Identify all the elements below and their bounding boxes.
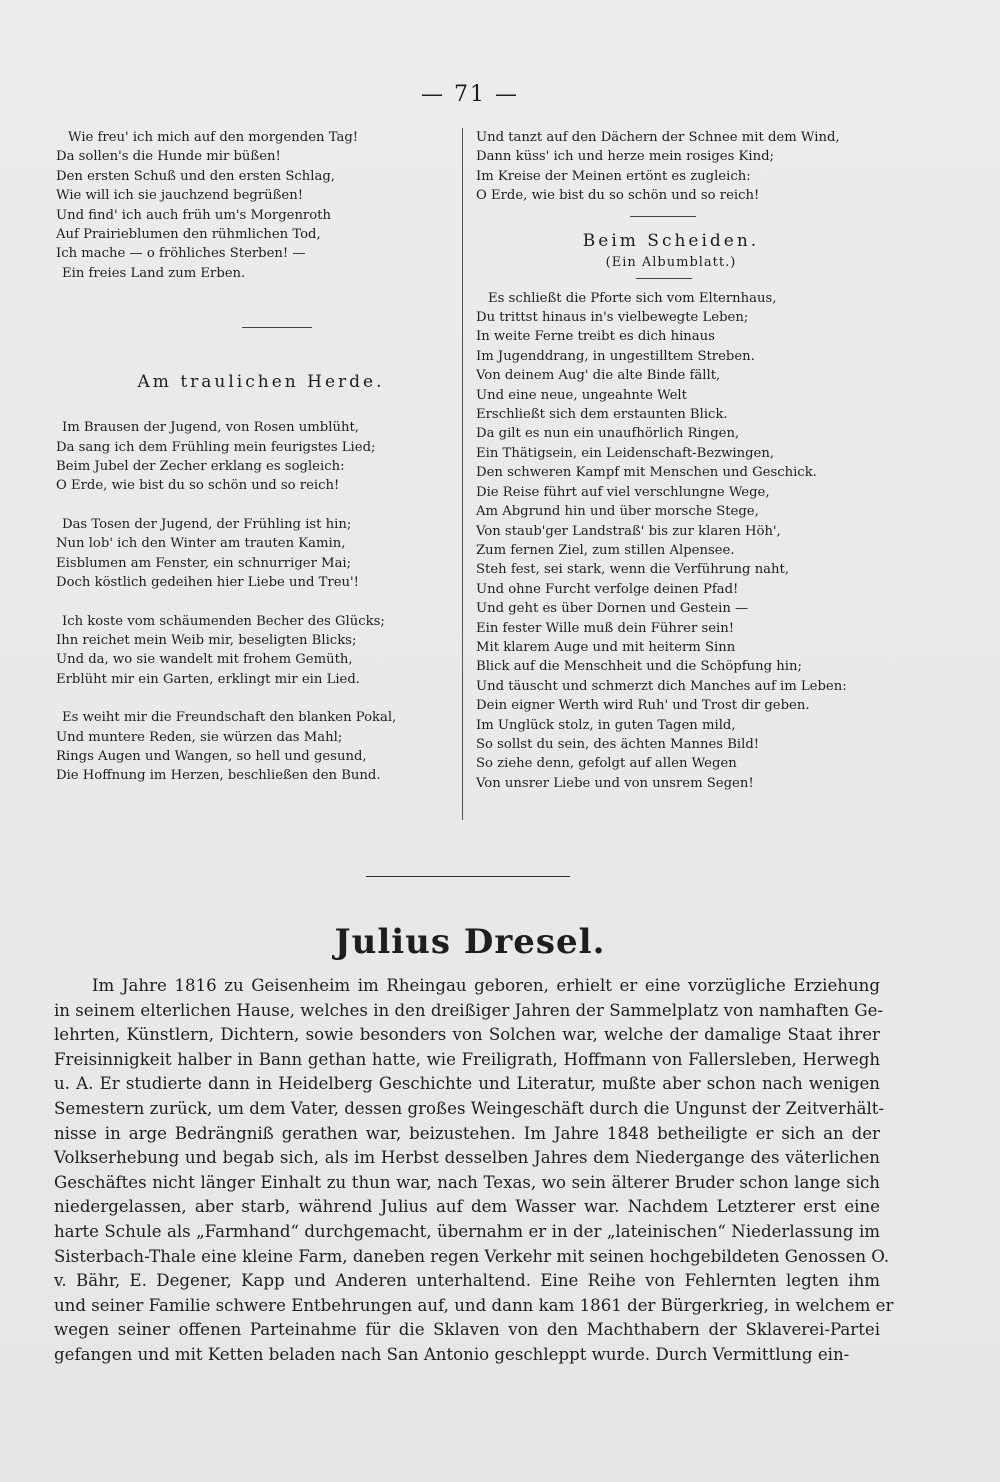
verse-line: Ein fester Wille muß dein Führer sein! <box>476 620 735 636</box>
paragraph-line: v. Bähr, E. Degener, Kapp und Anderen unterhaltend. Eine Reihe von Fehlernten legten ihm <box>54 1271 880 1291</box>
biography-text <box>54 974 894 1368</box>
verse-line: So sollst du sein, des ächten Mannes Bild! <box>476 736 760 752</box>
paragraph-line: Freisinnigkeit halber in Bann gethan hatte, wie Freiligrath, Hoffmann von Fallersleben, Herwegh <box>54 1049 880 1069</box>
verse-line: Und da, wo sie wandelt mit frohem Gemüth, <box>56 652 353 668</box>
verse-line: Erschließt sich dem erstaunten Blick. <box>476 407 728 423</box>
verse-line: Und geht es über Dornen und Gestein — <box>476 601 749 617</box>
verse-line: Von unsrer Liebe und von unsrem Segen! <box>476 775 754 791</box>
verse-line: Rings Augen und Wangen, so hell und gesund, <box>56 748 367 764</box>
verse-line: Im Unglück stolz, in guten Tagen mild, <box>476 717 736 733</box>
poem-stanza-top <box>56 128 436 283</box>
paragraph-line: in seinem elterlichen Hause, welches in den dreißiger Jahren der Sammelplatz von namhaften Ge- <box>54 1000 884 1020</box>
verse-line: Und muntere Reden, sie würzen das Mahl; <box>56 729 343 745</box>
page-number: — 71 — <box>421 82 519 107</box>
poem-title: Beim Scheiden. <box>582 230 760 251</box>
verse-line: Im Brausen der Jugend, von Rosen umblüht, <box>62 420 359 436</box>
verse-line: Wie freu' ich mich auf den morgenden Tag! <box>68 130 359 145</box>
paragraph-line: niedergelassen, aber starb, während Julius auf dem Wasser war. Nachdem Letzterer erst eine <box>54 1197 880 1217</box>
paragraph-line: wegen seiner offenen Parteinahme für die Sklaven von den Machthabern der Sklaverei-Partei <box>54 1320 880 1340</box>
paragraph-line: gefangen und mit Ketten beladen nach San Antonio geschleppt wurde. Durch Vermittlung ein- <box>54 1344 850 1364</box>
verse-line: Den ersten Schuß und den ersten Schlag, <box>56 168 335 184</box>
poem-stanza-top <box>476 128 896 206</box>
verse-line: Dein eigner Werth wird Ruh' und Trost dir geben. <box>476 698 810 714</box>
paragraph-line: Geschäftes nicht länger Einhalt zu thun war, nach Texas, wo sein älterer Bruder schon lange sich <box>54 1172 880 1192</box>
left-column <box>56 128 436 805</box>
biography-title: Julius Dresel. <box>334 922 606 962</box>
verse-line: Da sang ich dem Frühling mein feurigstes Lied; <box>56 439 376 455</box>
verse-line: In weite Ferne treibt es dich hinaus <box>476 329 715 345</box>
poem-stanza <box>56 418 436 496</box>
paragraph-line: Semestern zurück, um dem Vater, dessen großes Weingeschäft durch die Ungunst der Zeitverhält- <box>54 1098 885 1118</box>
verse-line: Zum fernen Ziel, zum stillen Alpensee. <box>476 542 735 558</box>
section-rule <box>366 876 570 877</box>
verse-line: Ich mache — o fröhliches Sterben! — <box>56 246 306 262</box>
verse-line: Und täuscht und schmerzt dich Manches auf im Leben: <box>476 678 847 694</box>
verse-line: Es schließt die Pforte sich vom Elternhaus, <box>488 290 777 306</box>
verse-line: Blick auf die Menschheit und die Schöpfung hin; <box>476 659 802 675</box>
paragraph-line: Volkserhebung und begab sich, als im Herbst desselben Jahres dem Niedergange des väterlichen <box>54 1148 880 1168</box>
verse-line: Am Abgrund hin und über morsche Stege, <box>476 504 759 520</box>
poem-title: Am traulichen Herde. <box>137 372 385 393</box>
verse-line: Eisblumen am Fenster, ein schnurriger Mai; <box>56 555 352 571</box>
poem-stanza <box>56 515 436 593</box>
verse-line: Im Jugenddrang, in ungestilltem Streben. <box>476 348 755 364</box>
verse-line: Das Tosen der Jugend, der Frühling ist hin; <box>62 516 352 532</box>
verse-line: Nun lob' ich den Winter am trauten Kamin, <box>56 536 346 552</box>
paragraph-line: nisse in arge Bedrängniß gerathen war, beizustehen. Im Jahre 1848 betheiligte er sich an der <box>54 1123 880 1143</box>
verse-line: Erblüht mir ein Garten, erklingt mir ein Lied. <box>56 671 360 687</box>
verse-line: Beim Jubel der Zecher erklang es sogleich: <box>56 459 345 475</box>
verse-line: Auf Prairieblumen den rühmlichen Tod, <box>56 227 321 243</box>
paragraph-line: lehrten, Künstlern, Dichtern, sowie besonders von Solchen war, welche der damalige Staat ihrer <box>54 1025 880 1045</box>
right-column <box>476 128 896 812</box>
poem-stanza <box>476 289 896 794</box>
verse-line: Da sollen's die Hunde mir büßen! <box>56 149 281 165</box>
verse-line: Wie will ich sie jauchzend begrüßen! <box>56 188 304 204</box>
verse-line: Und eine neue, ungeahnte Welt <box>476 387 687 403</box>
paragraph-line: u. A. Er studierte dann in Heidelberg Geschichte und Literatur, mußte aber schon nach wenigen <box>54 1074 880 1094</box>
poem-stanza <box>56 708 436 786</box>
verse-line: Von deinem Aug' die alte Binde fällt, <box>476 368 721 384</box>
verse-line: Du trittst hinaus in's vielbewegte Leben; <box>476 310 749 326</box>
section-rule <box>242 327 312 328</box>
verse-line: Dann küss' ich und herze mein rosiges Kind; <box>476 149 775 165</box>
verse-line: Da gilt es nun ein unaufhörlich Ringen, <box>476 426 740 442</box>
poem-subtitle: (Ein Albumblatt.) <box>605 254 737 270</box>
verse-line: Im Kreise der Meinen ertönt es zugleich: <box>476 168 751 184</box>
verse-line: Ich koste vom schäumenden Becher des Glücks; <box>62 613 385 629</box>
verse-line: Die Reise führt auf viel verschlungne Wege, <box>476 484 770 500</box>
section-rule <box>630 216 696 217</box>
verse-line: Ihn reichet mein Weib mir, beseligten Blicks; <box>56 632 357 648</box>
poem-stanza <box>56 612 436 690</box>
paragraph-line: harte Schule als „Farmhand“ durchgemacht, übernahm er in der „lateinischen“ Niederlassung im <box>54 1221 880 1241</box>
verse-line: O Erde, wie bist du so schön und so reich! <box>56 478 340 494</box>
verse-line: Mit klarem Auge und mit heiterm Sinn <box>476 639 736 655</box>
paragraph-line: und seiner Familie schwere Entbehrungen auf, und dann kam 1861 der Bürgerkrieg, in welchem er <box>54 1295 894 1315</box>
verse-line: O Erde, wie bist du so schön und so reich! <box>476 188 760 204</box>
verse-line: Von staub'ger Landstraß' bis zur klaren Höh', <box>476 523 781 539</box>
verse-line: So ziehe denn, gefolgt auf allen Wegen <box>476 756 737 772</box>
verse-line: Ein freies Land zum Erben. <box>62 265 246 281</box>
verse-line: Und find' ich auch früh um's Morgenroth <box>56 207 331 223</box>
verse-line: Und ohne Furcht verfolge deinen Pfad! <box>476 581 739 597</box>
paragraph-line: Sisterbach-Thale eine kleine Farm, daneben regen Verkehr mit seinen hochgebildeten Genossen O. <box>54 1246 890 1266</box>
verse-line: Doch köstlich gedeihen hier Liebe und Treu'! <box>56 575 359 591</box>
paragraph-line: Im Jahre 1816 zu Geisenheim im Rheingau geboren, erhielt er eine vorzügliche Erziehung <box>92 976 880 995</box>
verse-line: Den schweren Kampf mit Menschen und Geschick. <box>476 465 817 481</box>
section-rule <box>636 278 692 279</box>
verse-line: Es weiht mir die Freundschaft den blanken Pokal, <box>62 710 397 726</box>
verse-line: Ein Thätigsein, ein Leidenschaft-Bezwingen, <box>476 445 775 461</box>
verse-line: Steh fest, sei stark, wenn die Verführung naht, <box>476 562 790 578</box>
verse-line: Und tanzt auf den Dächern der Schnee mit dem Wind, <box>476 130 840 145</box>
verse-line: Die Hoffnung im Herzen, beschließen den Bund. <box>56 768 381 784</box>
